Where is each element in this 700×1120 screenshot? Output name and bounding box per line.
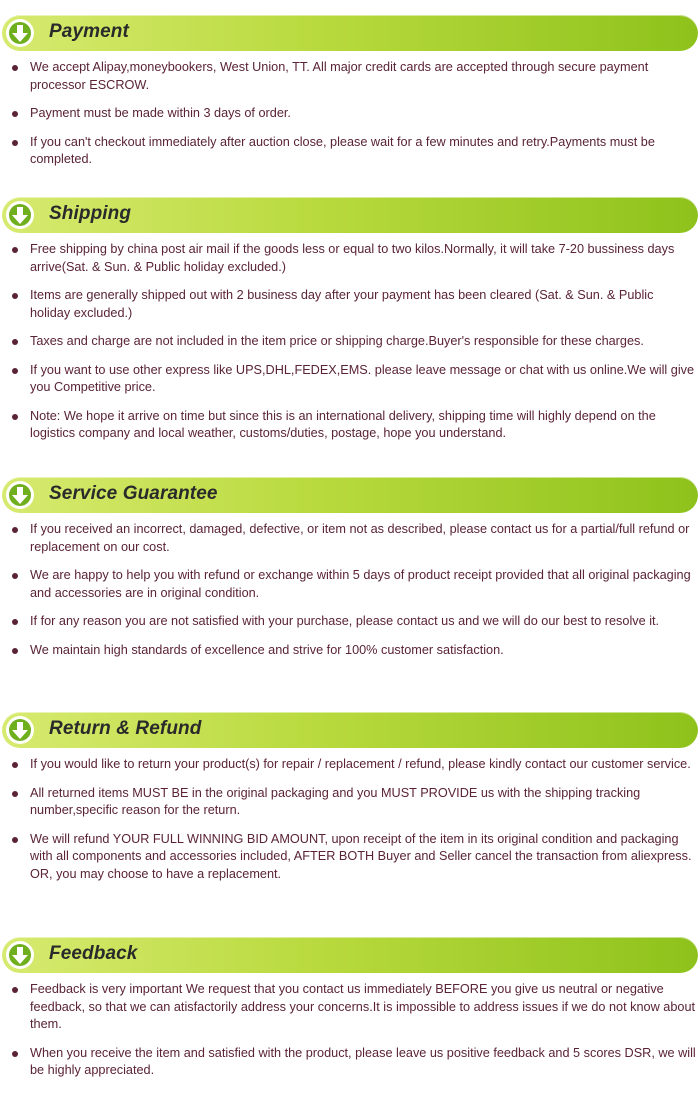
download-arrow-icon <box>5 18 35 48</box>
bullet-icon <box>12 111 18 117</box>
section-banner <box>2 712 698 748</box>
download-arrow-icon <box>5 940 35 970</box>
list-item: If you want to use other express like UPS,DHL,FEDEX,EMS. please leave message or chat with us online.We will give you Competitive price. <box>0 362 700 397</box>
list-item: Feedback is very important We request that you contact us immediately BEFORE you give us neutral or negative feedback, so that we can atisfactorily address your concerns.It is impossible to address issues if we do not know about them. <box>0 981 700 1034</box>
section-title: Shipping <box>49 203 132 224</box>
bullet-icon <box>12 762 18 768</box>
bullet-icon <box>12 339 18 345</box>
list-item: Free shipping by china post air mail if the goods less or equal to two kilos.Normally, it will take 7-20 bussiness days arrive(Sat. & Sun. & Public holiday excluded.) <box>0 241 700 276</box>
bullet-icon <box>12 648 18 654</box>
bullet-icon <box>12 65 18 71</box>
download-arrow-icon <box>5 715 35 745</box>
item-list <box>0 521 700 670</box>
section-title: Return & Refund <box>49 718 202 739</box>
section-title: Service Guarantee <box>49 483 218 504</box>
bullet-icon <box>12 527 18 533</box>
list-item: When you receive the item and satisfied with the product, please leave us positive feedback and 5 scores DSR, we will be highly appreciated. <box>0 1045 700 1080</box>
list-item: If you received an incorrect, damaged, defective, or item not as described, please contact us for a partial/full refund or replacement on our cost. <box>0 521 700 556</box>
bullet-icon <box>12 247 18 253</box>
list-item: If you can't checkout immediately after auction close, please wait for a few minutes and retry.Payments must be completed. <box>0 134 700 169</box>
section-banner <box>2 477 698 513</box>
bullet-icon <box>12 1051 18 1057</box>
list-item: We are happy to help you with refund or exchange within 5 days of product receipt provided that all original packaging and accessories are in original condition. <box>0 567 700 602</box>
section-banner <box>2 15 698 51</box>
section-title: Payment <box>49 21 129 42</box>
list-item: All returned items MUST BE in the original packaging and you MUST PROVIDE us with the shipping tracking number,specific reason for the return. <box>0 785 700 820</box>
download-arrow-icon <box>5 200 35 230</box>
list-item: Taxes and charge are not included in the item price or shipping charge.Buyer's responsible for these charges. <box>0 333 700 351</box>
bullet-icon <box>12 140 18 146</box>
list-item: We will refund YOUR FULL WINNING BID AMOUNT, upon receipt of the item in its original condition and packaging with all components and accessories included, AFTER BOTH Buyer and Seller cancel the transaction from aliexpress. OR, you may choose to have a replacement. <box>0 831 700 884</box>
bullet-icon <box>12 987 18 993</box>
section-banner <box>2 197 698 233</box>
item-list <box>0 59 700 180</box>
download-arrow-icon <box>5 480 35 510</box>
bullet-icon <box>12 619 18 625</box>
bullet-icon <box>12 573 18 579</box>
bullet-icon <box>12 368 18 374</box>
bullet-icon <box>12 837 18 843</box>
bullet-icon <box>12 293 18 299</box>
list-item: Note: We hope it arrive on time but since this is an international delivery, shipping time will highly depend on the logistics company and local weather, customs/duties, postage, hope you understand. <box>0 408 700 443</box>
bullet-icon <box>12 414 18 420</box>
bullet-icon <box>12 791 18 797</box>
list-item: If for any reason you are not satisfied with your purchase, please contact us and we will do our best to resolve it. <box>0 613 700 631</box>
item-list <box>0 756 700 894</box>
list-item: Items are generally shipped out with 2 business day after your payment has been cleared (Sat. & Sun. & Public holiday excluded.) <box>0 287 700 322</box>
item-list <box>0 241 700 454</box>
list-item: Payment must be made within 3 days of order. <box>0 105 700 123</box>
list-item: We maintain high standards of excellence and strive for 100% customer satisfaction. <box>0 642 700 660</box>
section-title: Feedback <box>49 943 138 964</box>
list-item: If you would like to return your product(s) for repair / replacement / refund, please kindly contact our customer service. <box>0 756 700 774</box>
list-item: We accept Alipay,moneybookers, West Union, TT. All major credit cards are accepted through secure payment processor ESCROW. <box>0 59 700 94</box>
section-banner <box>2 937 698 973</box>
item-list <box>0 981 700 1091</box>
